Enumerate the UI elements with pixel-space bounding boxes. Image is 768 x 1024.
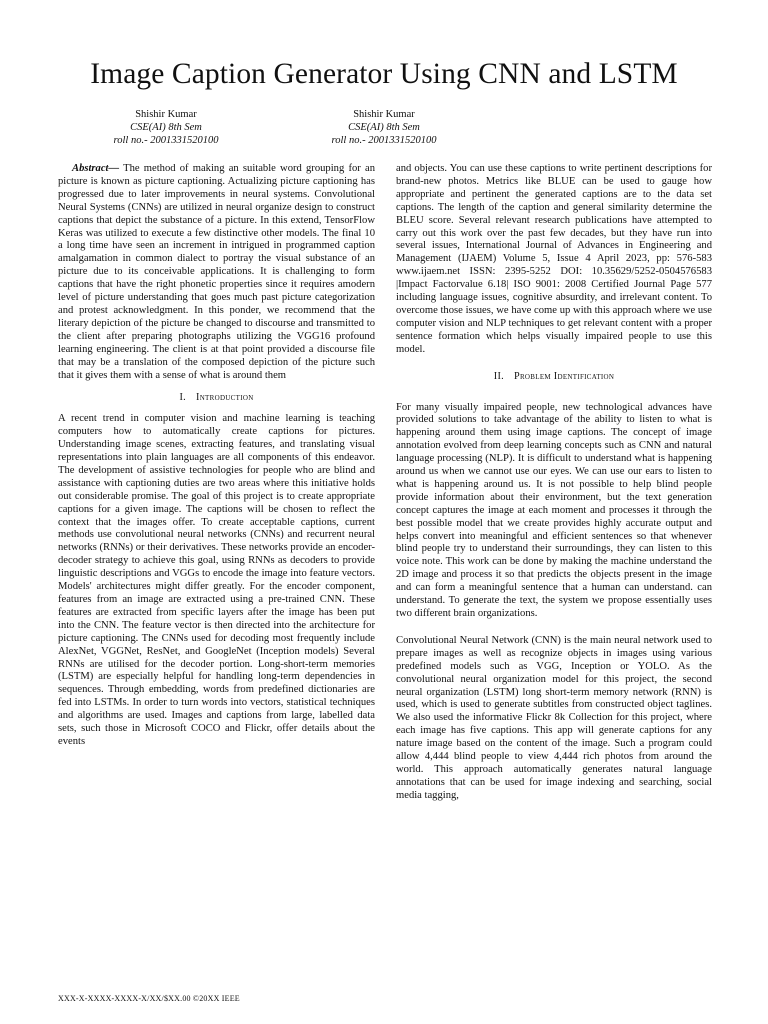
- right-column: [396, 163, 712, 803]
- author-block: [0, 108, 768, 148]
- abstract: [58, 163, 375, 382]
- section-1-heading: [58, 392, 375, 405]
- abstract-label: Abstract—: [72, 163, 120, 174]
- author-2: [314, 108, 454, 147]
- paper-title: Image Caption Generator Using CNN and LSTM: [90, 58, 678, 90]
- section-1-text: A recent trend in computer vision and machine learning is teaching computers how to automatically create captions for pictures. Understanding image scenes, extracting features, and translating visual representations into plain languages are all components of this endeavor. The development of assistive technologies for people who are blind and assistance with captioning duties are two areas where this initiative holds out considerable promise. The goal of this project is to create appropriate captions for a given image. The captions will be chosen to reflect the context that the images offer. To create acceptable captions, current methods use convolutional neural networks (CNNs) and recurrent neural networks (RNNs) or their derivatives. These networks provide an encoder-decoder strategy to achieve this goal, using RNNs as decoders to provide linguistic descriptions and VGGs to encode the image into feature vectors. Models' architectures might differ greatly. For the encoder component, features from an image are extracted using a pre-trained CNN. These features are extracted from specific layers after the image has been put into the CNN. The feature vector is then directed into the architecture for picture captioning. The CNNs used for decoding most frequently include AlexNet, VGGNet, ResNet, and GoogleNet (Inception models) Several RNNs are utilised for the decoder portion. Long-short-term memories (LSTM) are especially helpful for handling long-term dependencies in sequences. Through embedding, words from predefined dictionaries are fed into LSTMs. In order to turn words into vectors, statistical techniques and algorithms are used. Images and captions from large, labelled data sets, such those in Microsoft COCO and Flickr, offer details about the events: [58, 413, 375, 747]
- section-1-number: I.: [179, 392, 186, 404]
- author-1-dept: CSE(AI) 8th Sem: [130, 122, 202, 133]
- author-1: [96, 108, 236, 147]
- section-2-paragraph-2: Convolutional Neural Network (CNN) is the main neural network used to prepare images as well as recognize objects in images using various predefined models such as VGG, Inception or YOLO. As the convolutional neural organization model for this project, the second neural organization (LSTM) long short-term memory network (RNN) is used, which is used to generate subtitles from constructed object taglines. We also used the informative Flickr 8k Collection for this project, where each image has five captions. This app will generate captions for any nature image based on the content of the image. Such a program could allow 4,444 blind people to view 4,444 rich photos from around the world. This approach automatically generates natural language annotations that can be used for image indexing and searching, social media tagging,: [396, 634, 712, 801]
- section-2-number: II.: [493, 370, 504, 382]
- paragraph-gap: [396, 621, 712, 635]
- section-1-continuation: and objects. You can use these captions to write pertinent descriptions for brand-new photos. Metrics like BLUE can be used to gauge how appropriate and pertinent the generated captions are to the data set captions. The length of the caption and general similarity determine the BLEU score. Several relevant research publications have attempted to carry out this work over the past few decades, but they have run into several issues, International Journal of Advances in Engineering and Management (IJAEM) Volume 5, Issue 4 April 2023, pp: 576-583 www.ijaem.net ISSN: 2395-5252 DOI: 10.35629/5252-0504576583 |Impact Factorvalue 6.18| ISO 9001: 2008 Certified Journal Page 577 including language issues, cognitive absurdity, and irrelevant content. To overcome those issues, we have come up with this approach where we use computer vision and NLP techniques to get relevant content with a proper sentence formation which helps visually impaired people to use this model.: [396, 163, 712, 355]
- section-2-paragraph-1: For many visually impaired people, new technological advances have provided solutions to take advantage of the ability to listen to what is happening around them using image captions. The concept of image annotation evolved from deep learning concepts such as CNN and natural language processing (NLP). It is difficult to understand what is happening around us when we cannot use our eyes. We can use our ears to listen to what is happening around us. It is not possible to help blind people provide information about their environment, but the text generation concept captures the image at each moment and processes it through the best possible model that we create provides highly accurate output and helps convert into meaningful and efficient sentences so that whenever blind people try to understand their surroundings, they can listen to this voice note. This work can be done by making the machine understand the 2D image and process it so that predicts the objects present in the image and can form a meaningful sentence that a human can understand. can understand. To generate the text, the system we propose essentially uses two different brain organizations.: [396, 401, 712, 619]
- section-1-title: Introduction: [196, 392, 254, 404]
- abstract-text: The method of making an suitable word grouping for an picture is known as picture captioning. Actualizing picture captioning has progressed due to later improvements in neural systems. Convolutional Neural Systems (CNNs) are utilized in neural organize design to construct captions that depict the substance of a picture. In this extend, TensorFlow Keras was utilized to execute a few distinctive other models. The final 10 a long time have seen an increment in intrigued in programmed caption amalgamation in common dialect to portray the visual substance of an picture due to its conceivable applications. It is challenging to form captions that have the right phonetic properties since it requires amodern level of picture understanding that goes much past picture categorization and protest acknowledgment. In this ponder, we recommend that the literary depiction of the picture be changed to discourse and transmitted to the client after preparing photographs utilizing the VGG16 profound learning engineering. The client is at that point provided a discourse file that may be a translation of the composed depiction of the picture such that it gives them with a sense of what is around them: [58, 163, 375, 381]
- section-2-heading: [396, 371, 712, 384]
- author-2-name: Shishir Kumar: [353, 109, 415, 120]
- author-1-name: Shishir Kumar: [135, 109, 197, 120]
- left-column: [58, 163, 375, 749]
- section-2-title: Problem Identification: [513, 370, 615, 382]
- copyright-footer: XXX-X-XXXX-XXXX-X/XX/$XX.00 ©20XX IEEE: [58, 994, 240, 1003]
- author-2-dept: CSE(AI) 8th Sem: [348, 122, 420, 133]
- author-1-roll: roll no.- 2001331520100: [113, 135, 219, 146]
- author-2-roll: roll no.- 2001331520100: [331, 135, 437, 146]
